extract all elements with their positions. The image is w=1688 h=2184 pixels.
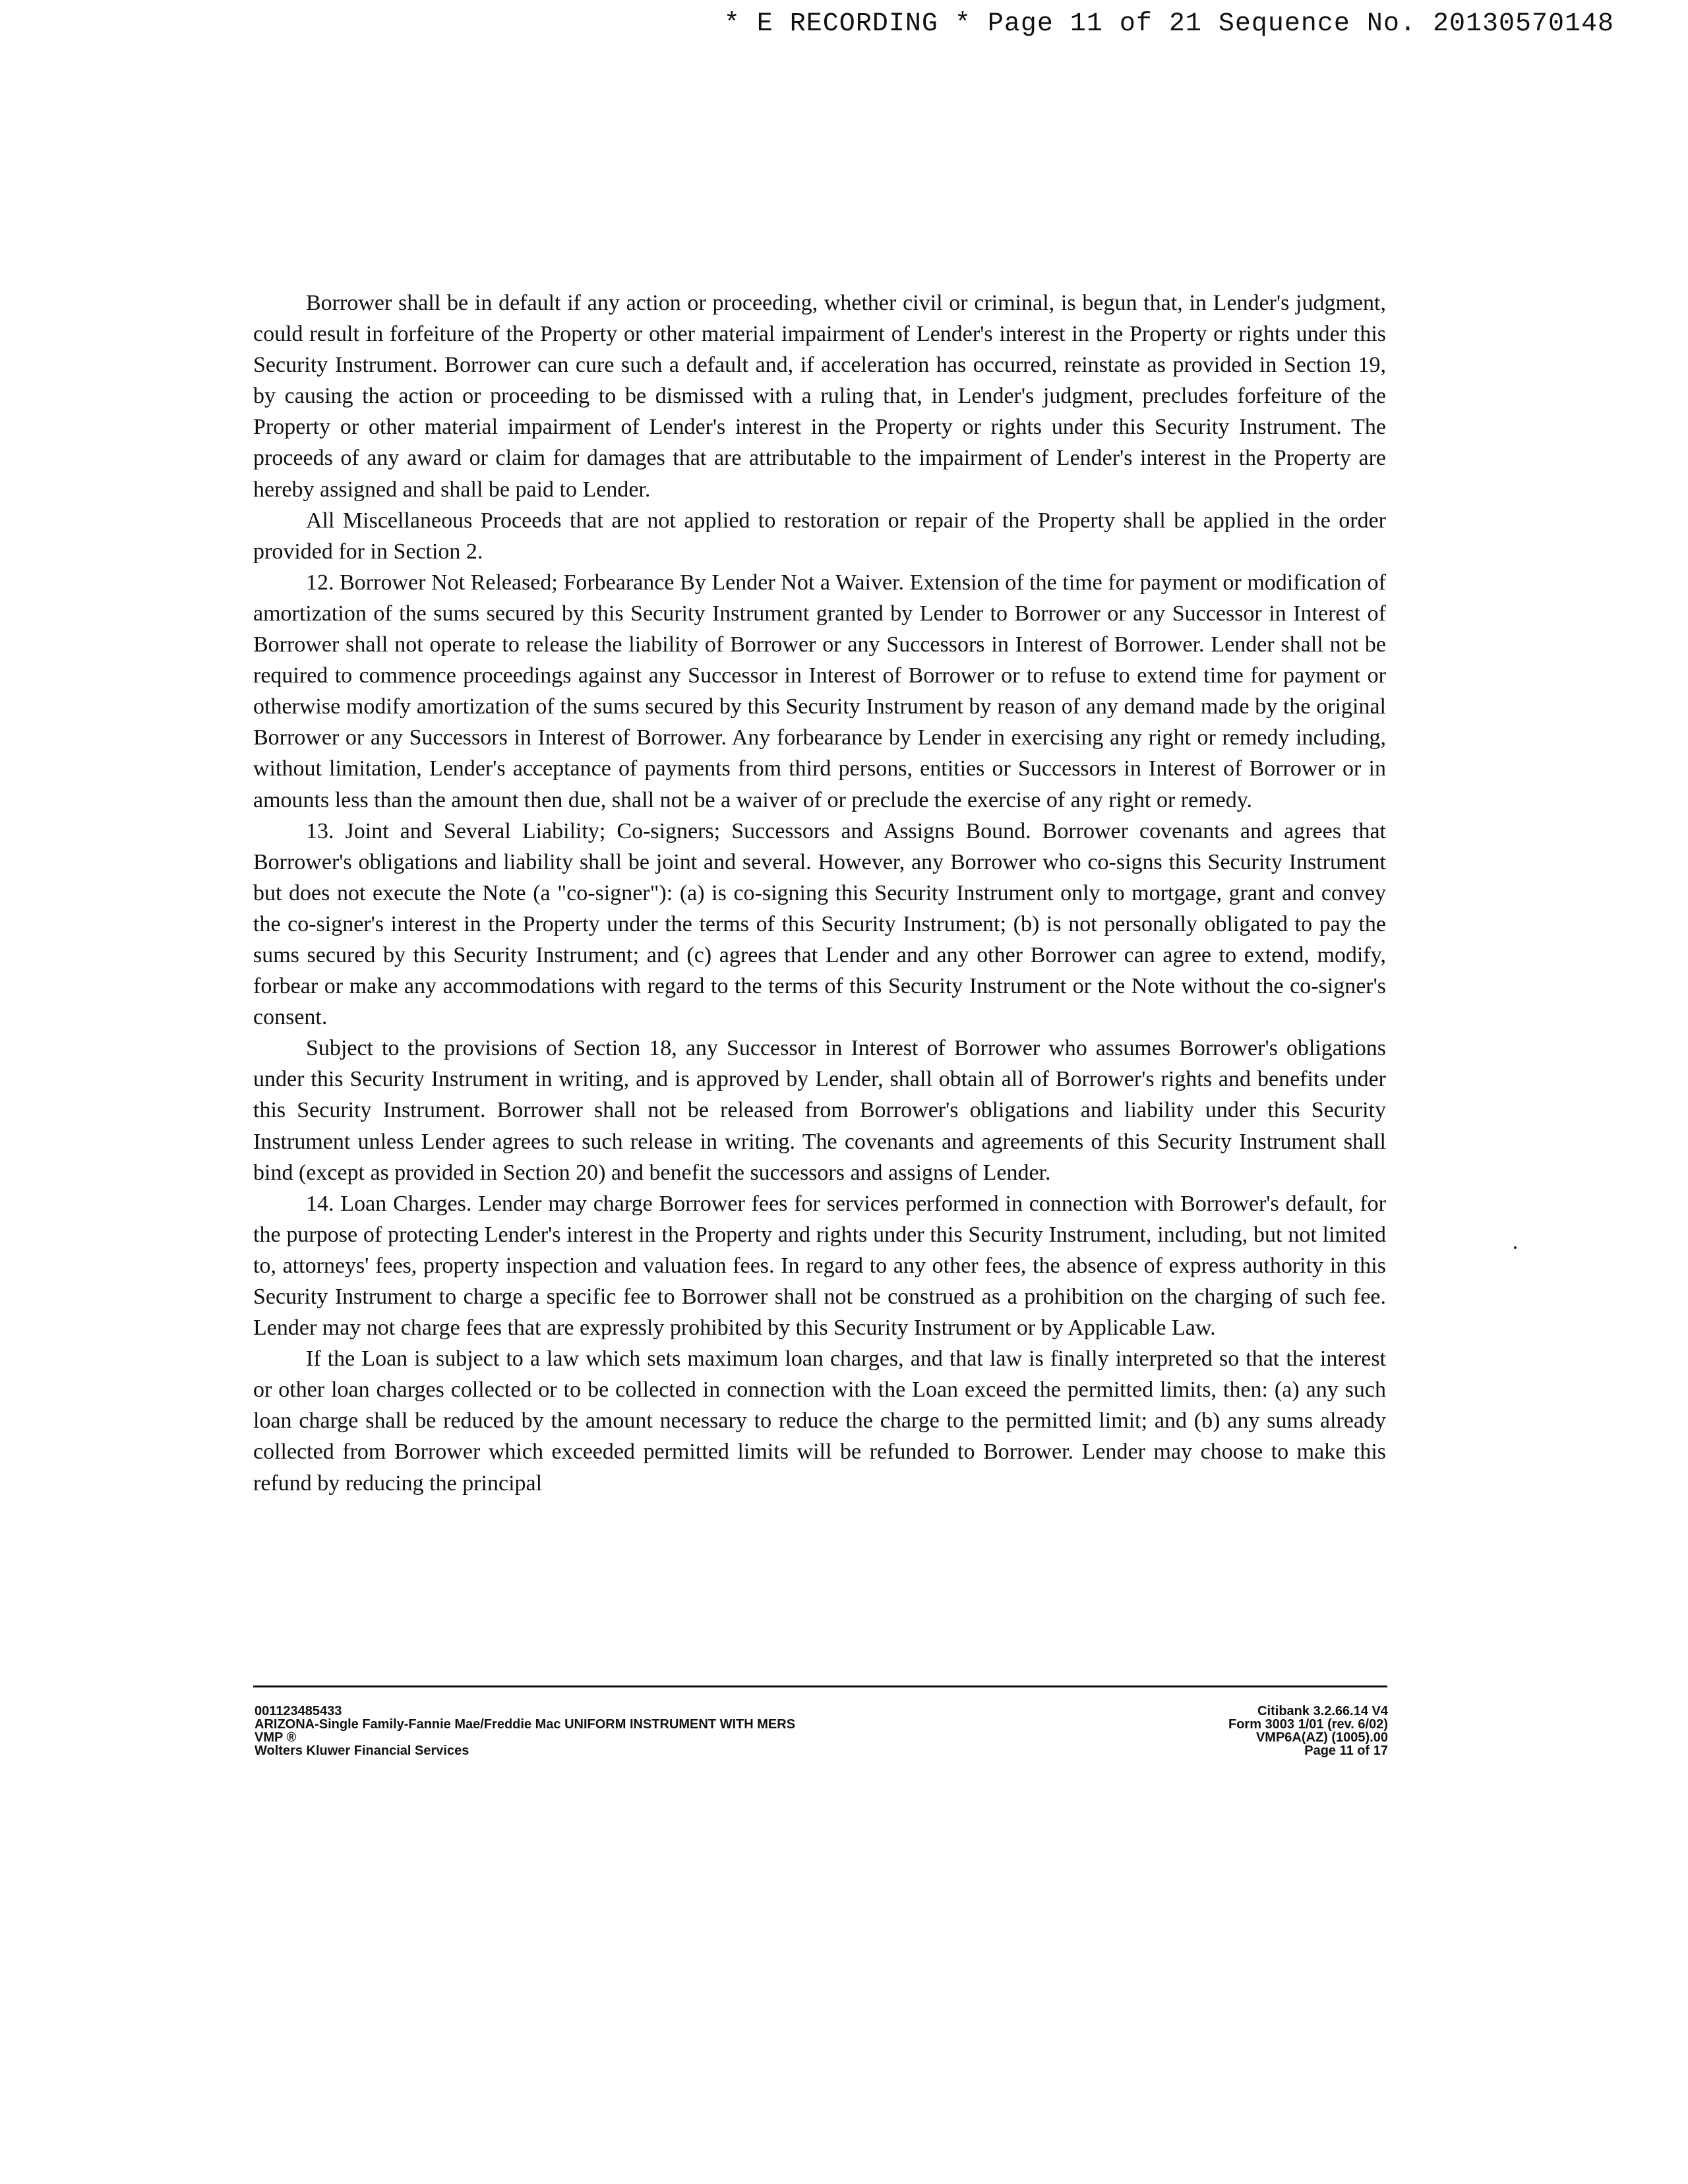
footer-publisher: Wolters Kluwer Financial Services <box>255 1744 469 1758</box>
footer-divider <box>253 1685 1387 1687</box>
footer-vmp: VMP ® <box>255 1730 297 1745</box>
paragraph-default-forfeiture: Borrower shall be in default if any action or proceeding, whether civil or criminal, is begun that, in Lender's judgment, could result in forfeiture of the Property or other material impairment of Lender's interest in the Property or rights under this Security Instrument. Borrower can cure such a default and, if acceleration has occurred, reinstate as provided in Section 19, by causing the action or proceeding to be dismissed with a ruling that, in Lender's judgment, precludes forfeiture of the Property or other material impairment of Lender's interest in the Property or rights under this Security Instrument. The proceeds of any award or claim for damages that are attributable to the impairment of Lender's interest in the Property are hereby assigned and shall be paid to Lender. <box>253 291 1386 502</box>
footer-page-number: Page 11 of 17 <box>1304 1744 1388 1758</box>
footer-left-block <box>255 1705 795 1757</box>
scan-speck <box>1514 1246 1517 1249</box>
footer-form-number: Form 3003 1/01 (rev. 6/02) <box>1228 1717 1388 1732</box>
footer-right-block <box>1228 1705 1388 1757</box>
paragraph-maximum-loan-charges: If the Loan is subject to a law which sets maximum loan charges, and that law is finally interpreted so that the interest or other loan charges collected or to be collected in connection with the Loan exceed the permitted limits, then: (a) any such loan charge shall be reduced by the amount necessary to reduce the charge to the permitted limit; and (b) any sums already collected from Borrower which exceeded permitted limits will be refunded to Borrower. Lender may choose to make this refund by reducing the principal <box>253 1347 1386 1496</box>
paragraph-successor-provisions: Subject to the provisions of Section 18, any Successor in Interest of Borrower who assumes Borrower's obligations under this Security Instrument in writing, and is approved by Lender, shall obtain all of Borrower's rights and benefits under this Security Instrument. Borrower shall not be released from Borrower's obligations and liability under this Security Instrument unless Lender agrees to such release in writing. The covenants and agreements of this Security Instrument shall bind (except as provided in Section 20) and benefit the successors and assigns of Lender. <box>253 1036 1386 1185</box>
footer-bank-version: Citibank 3.2.66.14 V4 <box>1257 1704 1388 1718</box>
document-body <box>253 288 1386 1499</box>
footer-vmp-code: VMP6A(AZ) (1005).00 <box>1255 1730 1388 1745</box>
paragraph-section-12: 12. Borrower Not Released; Forbearance By Lender Not a Waiver. Extension of the time for payment or modification of amortization of the sums secured by this Security Instrument granted by Lender to Borrower or any Successor in Interest of Borrower shall not operate to release the liability of Borrower or any Successors in Interest of Borrower. Lender shall not be required to commence proceedings against any Successor in Interest of Borrower or to refuse to extend time for payment or otherwise modify amortization of the sums secured by this Security Instrument by reason of any demand made by the original Borrower or any Successors in Interest of Borrower. Any forbearance by Lender in exercising any right or remedy including, without limitation, Lender's acceptance of payments from third persons, entities or Successors in Interest of Borrower or in amounts less than the amount then due, shall not be a waiver of or preclude the exercise of any right or remedy. <box>253 570 1386 812</box>
recording-header: * E RECORDING * Page 11 of 21 Sequence No. 20130570148 <box>723 9 1614 39</box>
footer-form-title: ARIZONA-Single Family-Fannie Mae/Freddie Mac UNIFORM INSTRUMENT WITH MERS <box>255 1717 796 1732</box>
paragraph-section-13: 13. Joint and Several Liability; Co-signers; Successors and Assigns Bound. Borrower covenants and agrees that Borrower's obligations and liability shall be joint and several. However, any Borrower who co-signs this Security Instrument but does not execute the Note (a "co-signer"): (a) is co-signing this Security Instrument only to mortgage, grant and convey the co-signer's interest in the Property under the terms of this Security Instrument; (b) is not personally obligated to pay the sums secured by this Security Instrument; and (c) agrees that Lender and any other Borrower can agree to extend, modify, forbear or make any accommodations with regard to the terms of this Security Instrument or the Note without the co-signer's consent. <box>253 818 1386 1030</box>
paragraph-miscellaneous-proceeds: All Miscellaneous Proceeds that are not applied to restoration or repair of the Property shall be applied in the order provided for in Section 2. <box>253 508 1386 564</box>
paragraph-section-14: 14. Loan Charges. Lender may charge Borrower fees for services performed in connection with Borrower's default, for the purpose of protecting Lender's interest in the Property and rights under this Security Instrument, including, but not limited to, attorneys' fees, property inspection and valuation fees. In regard to any other fees, the absence of express authority in this Security Instrument to charge a specific fee to Borrower shall not be construed as a prohibition on the charging of such fee. Lender may not charge fees that are expressly prohibited by this Security Instrument or by Applicable Law. <box>253 1191 1386 1341</box>
footer-loan-number: 001123485433 <box>255 1704 342 1718</box>
